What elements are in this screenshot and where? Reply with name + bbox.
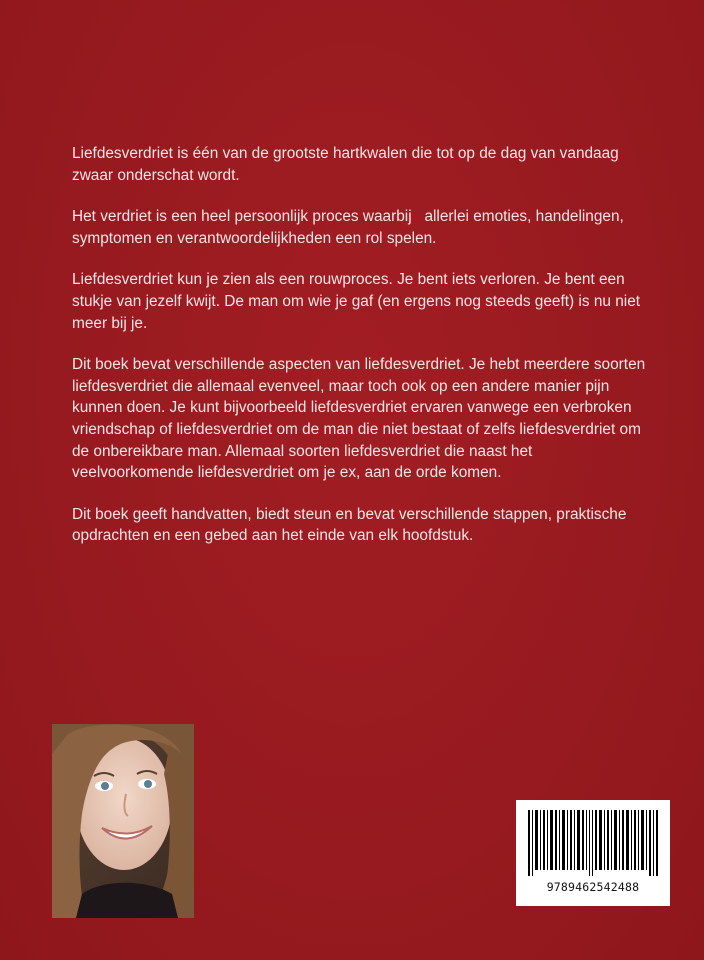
blurb-text [72, 143, 652, 567]
barcode-bars-image [528, 810, 658, 876]
blurb-paragraph-5: Dit boek geeft handvatten, biedt steun en bevat verschillende stappen, praktische opdrachten en een gebed aan het einde van elk hoofdstuk. [72, 505, 627, 545]
author-photo [52, 724, 194, 918]
blurb-paragraph-1: Liefdesverdriet is één van de grootste hartkwalen die tot op de dag van vandaag zwaar onderschat wordt. [72, 145, 619, 184]
author-portrait-image [52, 724, 194, 918]
blurb-paragraph-4: Dit boek bevat verschillende aspecten van liefdesverdriet. Je hebt meerdere soorten liefdesverdriet die allemaal evenveel, maar toch ook op een andere manier pijn kunnen doen. Je kunt bijvoorbeeld liefdesverdriet ervaren vanwege een verbroken vriendschap of liefdesverdriet om de man die niet bestaat of zelfs liefdesverdriet om de onbereikbare man. Allemaal soorten liefdesverdriet die naast het veelvoorkomende liefdesverdriet om je ex, aan de orde komen. [72, 356, 646, 482]
blurb-paragraph-3: Liefdesverdriet kun je zien als een rouwproces. Je bent iets verloren. Je bent een stukje van jezelf kwijt. De man om wie je gaf (en ergens nog steeds geeft) is nu niet meer bij je. [72, 271, 641, 332]
barcode [516, 800, 670, 906]
blurb-paragraph-2: Het verdriet is een heel persoonlijk proces waarbij allerlei emoties, handelingen, symptomen en verantwoordelijkheden een rol spelen. [72, 208, 629, 247]
isbn-number: 9789462542488 [546, 880, 640, 894]
